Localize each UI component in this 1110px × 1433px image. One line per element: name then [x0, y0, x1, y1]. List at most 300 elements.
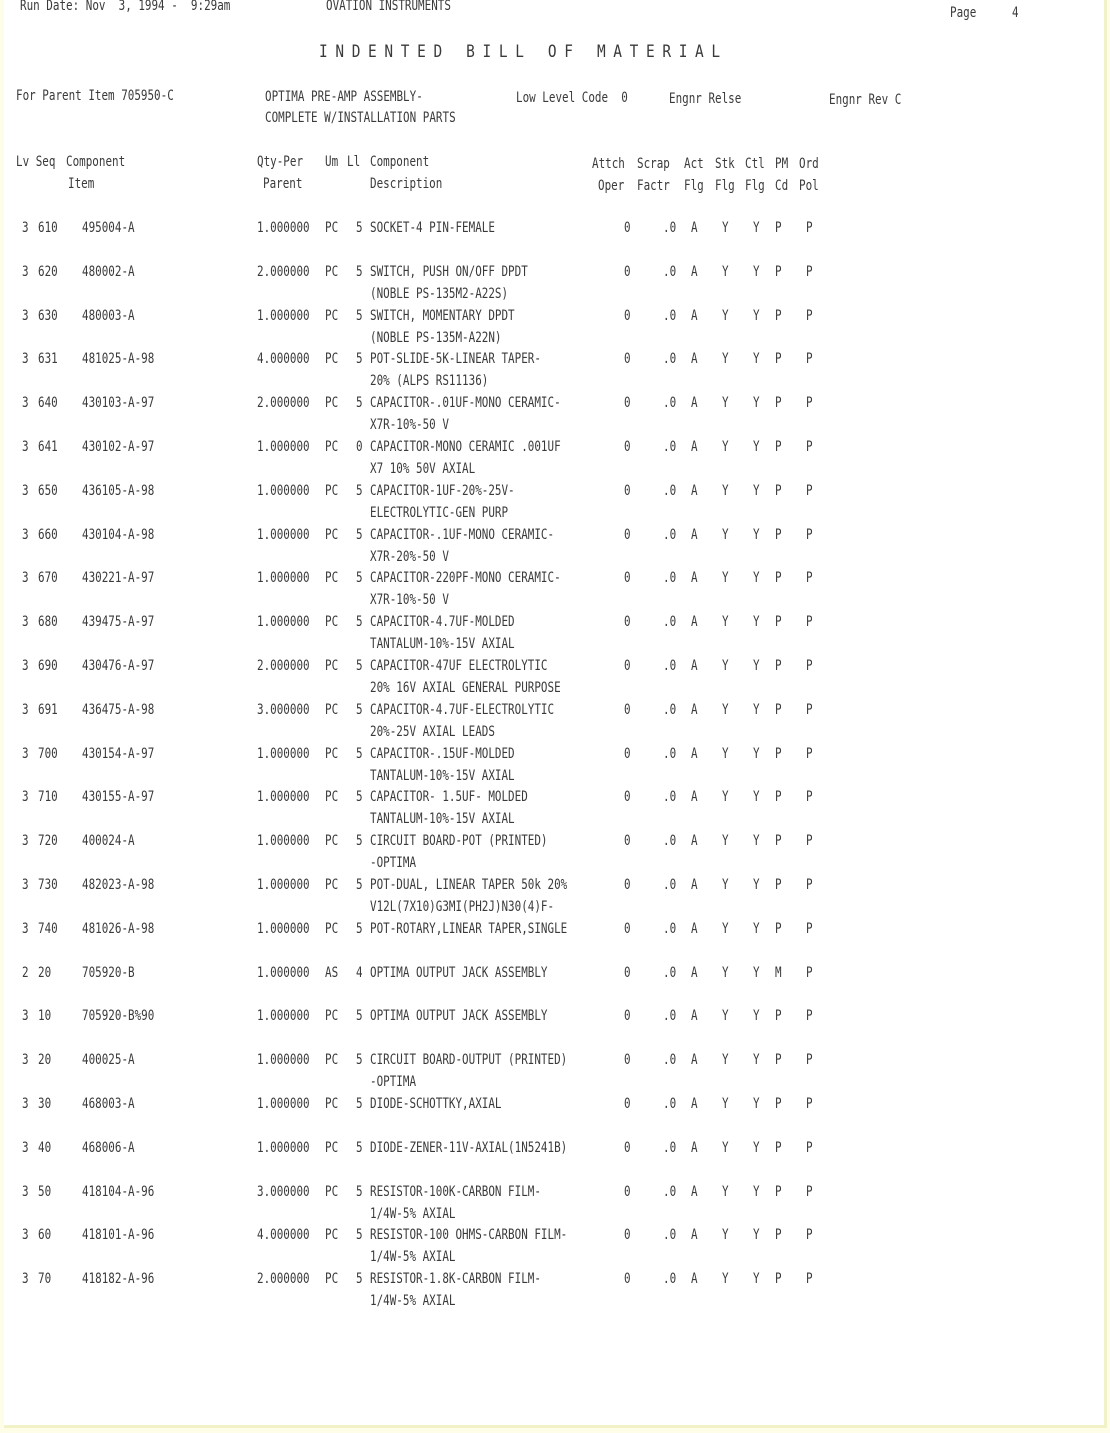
row-desc-line1: DIODE-ZENER-11V-AXIAL(1N5241B)	[370, 1140, 568, 1156]
row-pm: P	[775, 1008, 782, 1024]
run-date: Run Date: Nov 3, 1994 - 9:29am	[20, 0, 231, 14]
row-act: A	[691, 570, 698, 586]
row-qty: 1.000000	[257, 483, 310, 499]
row-ll: 5	[356, 1140, 363, 1156]
row-desc-line1: CAPACITOR-4.7UF-ELECTROLYTIC	[370, 702, 555, 718]
row-pm: P	[775, 483, 782, 499]
table-row	[4, 919, 1104, 963]
row-item: 430221-A-97	[82, 570, 155, 586]
row-stk: Y	[722, 921, 729, 937]
row-um: PC	[325, 1096, 339, 1112]
row-stk: Y	[722, 1008, 729, 1024]
row-stk: Y	[722, 220, 729, 236]
row-item: 430154-A-97	[82, 746, 155, 762]
row-item: 439475-A-97	[82, 614, 155, 630]
row-scrap: .0	[663, 789, 677, 805]
row-ctl: Y	[753, 220, 760, 236]
col-act-flg: Flg	[684, 178, 704, 194]
row-ll: 5	[356, 921, 363, 937]
row-act: A	[691, 527, 698, 543]
row-qty: 4.000000	[257, 351, 310, 367]
row-seq: 660	[38, 527, 58, 543]
row-item: 418104-A-96	[82, 1184, 155, 1200]
row-oper: 0	[624, 1184, 631, 1200]
row-ord: P	[806, 483, 813, 499]
row-desc-line2: 1/4W-5% AXIAL	[370, 1206, 456, 1222]
row-item: 705920-B%90	[82, 1008, 155, 1024]
row-scrap: .0	[663, 264, 677, 280]
row-lv: 3	[22, 921, 29, 937]
row-oper: 0	[624, 527, 631, 543]
row-desc-line1: OPTIMA OUTPUT JACK ASSEMBLY	[370, 965, 548, 981]
row-scrap: .0	[663, 395, 677, 411]
row-ord: P	[806, 789, 813, 805]
col-stk-flg: Flg	[715, 178, 735, 194]
row-seq: 720	[38, 833, 58, 849]
company-name: OVATION INSTRUMENTS	[326, 0, 451, 14]
row-um: PC	[325, 658, 339, 674]
row-oper: 0	[624, 965, 631, 981]
row-scrap: .0	[663, 220, 677, 236]
row-item: 400025-A	[82, 1052, 135, 1068]
row-oper: 0	[624, 702, 631, 718]
row-item: 418101-A-96	[82, 1227, 155, 1243]
row-um: PC	[325, 1008, 339, 1024]
row-qty: 2.000000	[257, 1271, 310, 1287]
row-ctl: Y	[753, 308, 760, 324]
row-oper: 0	[624, 220, 631, 236]
row-seq: 40	[38, 1140, 52, 1156]
row-item: 430103-A-97	[82, 395, 155, 411]
row-oper: 0	[624, 1052, 631, 1068]
col-attch: Attch	[592, 156, 625, 172]
row-ll: 4	[356, 965, 363, 981]
row-ctl: Y	[753, 1227, 760, 1243]
row-qty: 1.000000	[257, 439, 310, 455]
col-component-desc: Component	[370, 154, 430, 170]
row-ll: 5	[356, 570, 363, 586]
table-row	[4, 831, 1104, 875]
col-act: Act	[684, 156, 704, 172]
row-desc-line1: DIODE-SCHOTTKY,AXIAL	[370, 1096, 502, 1112]
col-component: Component	[66, 154, 126, 170]
row-desc-line2: X7R-10%-50 V	[370, 417, 449, 433]
row-desc-line1: CAPACITOR-MONO CERAMIC .001UF	[370, 439, 561, 455]
engnr-rev: Engnr Rev C	[829, 92, 902, 108]
row-desc-line2: X7R-10%-50 V	[370, 592, 449, 608]
row-lv: 3	[22, 1008, 29, 1024]
row-scrap: .0	[663, 527, 677, 543]
row-scrap: .0	[663, 439, 677, 455]
row-ord: P	[806, 658, 813, 674]
row-um: PC	[325, 308, 339, 324]
row-act: A	[691, 351, 698, 367]
row-seq: 10	[38, 1008, 52, 1024]
row-scrap: .0	[663, 614, 677, 630]
row-oper: 0	[624, 1008, 631, 1024]
col-ord: Ord	[799, 156, 819, 172]
row-ctl: Y	[753, 1271, 760, 1287]
row-item: 436475-A-98	[82, 702, 155, 718]
parent-description-line2: COMPLETE W/INSTALLATION PARTS	[265, 110, 456, 126]
row-seq: 670	[38, 570, 58, 586]
row-desc-line1: CIRCUIT BOARD-OUTPUT (PRINTED)	[370, 1052, 568, 1068]
row-ord: P	[806, 833, 813, 849]
row-scrap: .0	[663, 1052, 677, 1068]
row-qty: 3.000000	[257, 1184, 310, 1200]
row-um: PC	[325, 1227, 339, 1243]
row-qty: 1.000000	[257, 1008, 310, 1024]
table-row	[4, 349, 1104, 393]
row-seq: 631	[38, 351, 58, 367]
row-um: PC	[325, 1140, 339, 1156]
row-ll: 5	[356, 483, 363, 499]
row-scrap: .0	[663, 1271, 677, 1287]
row-um: PC	[325, 877, 339, 893]
row-lv: 3	[22, 614, 29, 630]
row-ll: 0	[356, 439, 363, 455]
row-oper: 0	[624, 746, 631, 762]
row-scrap: .0	[663, 1140, 677, 1156]
row-ll: 5	[356, 527, 363, 543]
row-ord: P	[806, 921, 813, 937]
table-row	[4, 1006, 1104, 1050]
row-ll: 5	[356, 1052, 363, 1068]
row-stk: Y	[722, 877, 729, 893]
row-lv: 3	[22, 527, 29, 543]
row-qty: 1.000000	[257, 220, 310, 236]
row-oper: 0	[624, 1271, 631, 1287]
row-pm: P	[775, 702, 782, 718]
row-act: A	[691, 877, 698, 893]
row-act: A	[691, 1008, 698, 1024]
row-lv: 3	[22, 395, 29, 411]
row-lv: 3	[22, 570, 29, 586]
row-qty: 2.000000	[257, 658, 310, 674]
table-row	[4, 1225, 1104, 1269]
row-ll: 5	[356, 220, 363, 236]
row-um: PC	[325, 351, 339, 367]
row-desc-line1: SWITCH, MOMENTARY DPDT	[370, 308, 515, 324]
col-ctl-flg: Flg	[745, 178, 765, 194]
row-ord: P	[806, 702, 813, 718]
row-stk: Y	[722, 439, 729, 455]
row-scrap: .0	[663, 351, 677, 367]
row-pm: P	[775, 833, 782, 849]
row-item: 430155-A-97	[82, 789, 155, 805]
row-oper: 0	[624, 614, 631, 630]
row-stk: Y	[722, 614, 729, 630]
col-item: Item	[68, 176, 95, 192]
row-pm: P	[775, 1227, 782, 1243]
row-stk: Y	[722, 483, 729, 499]
row-item: 480002-A	[82, 264, 135, 280]
row-ctl: Y	[753, 921, 760, 937]
row-lv: 3	[22, 833, 29, 849]
row-seq: 610	[38, 220, 58, 236]
row-ord: P	[806, 395, 813, 411]
row-pm: P	[775, 1184, 782, 1200]
row-item: 480003-A	[82, 308, 135, 324]
row-scrap: .0	[663, 1096, 677, 1112]
parent-item-label: For Parent Item 705950-C	[16, 88, 174, 104]
row-scrap: .0	[663, 1227, 677, 1243]
row-act: A	[691, 658, 698, 674]
row-ll: 5	[356, 833, 363, 849]
row-seq: 630	[38, 308, 58, 324]
row-lv: 3	[22, 483, 29, 499]
report-title: INDENTED BILL OF MATERIAL	[319, 42, 728, 62]
row-qty: 1.000000	[257, 308, 310, 324]
row-stk: Y	[722, 570, 729, 586]
row-oper: 0	[624, 877, 631, 893]
row-qty: 2.000000	[257, 395, 310, 411]
row-act: A	[691, 1096, 698, 1112]
row-qty: 1.000000	[257, 614, 310, 630]
row-act: A	[691, 614, 698, 630]
row-item: 705920-B	[82, 965, 135, 981]
row-pm: P	[775, 1052, 782, 1068]
row-scrap: .0	[663, 965, 677, 981]
row-ll: 5	[356, 1096, 363, 1112]
row-item: 400024-A	[82, 833, 135, 849]
col-cd: Cd	[775, 178, 789, 194]
table-row	[4, 262, 1104, 306]
row-seq: 740	[38, 921, 58, 937]
row-stk: Y	[722, 1271, 729, 1287]
row-ctl: Y	[753, 1184, 760, 1200]
row-ctl: Y	[753, 351, 760, 367]
row-lv: 3	[22, 702, 29, 718]
table-row	[4, 1182, 1104, 1226]
row-act: A	[691, 702, 698, 718]
row-um: PC	[325, 1271, 339, 1287]
row-ctl: Y	[753, 1008, 760, 1024]
row-desc-line1: RESISTOR-100 OHMS-CARBON FILM-	[370, 1227, 568, 1243]
row-pm: P	[775, 1140, 782, 1156]
row-seq: 650	[38, 483, 58, 499]
row-seq: 680	[38, 614, 58, 630]
row-ord: P	[806, 1096, 813, 1112]
row-stk: Y	[722, 527, 729, 543]
row-pm: P	[775, 439, 782, 455]
row-pm: P	[775, 264, 782, 280]
row-act: A	[691, 1271, 698, 1287]
row-ll: 5	[356, 702, 363, 718]
row-lv: 2	[22, 965, 29, 981]
row-scrap: .0	[663, 833, 677, 849]
row-act: A	[691, 439, 698, 455]
row-stk: Y	[722, 833, 729, 849]
row-desc-line2: 1/4W-5% AXIAL	[370, 1293, 456, 1309]
row-qty: 1.000000	[257, 1096, 310, 1112]
row-act: A	[691, 1140, 698, 1156]
row-qty: 2.000000	[257, 264, 310, 280]
row-ord: P	[806, 570, 813, 586]
row-desc-line2: X7 10% 50V AXIAL	[370, 461, 476, 477]
row-scrap: .0	[663, 570, 677, 586]
table-row	[4, 612, 1104, 656]
row-qty: 1.000000	[257, 527, 310, 543]
row-ll: 5	[356, 351, 363, 367]
row-desc-line2: TANTALUM-10%-15V AXIAL	[370, 768, 515, 784]
row-pm: P	[775, 789, 782, 805]
col-um: Um	[325, 154, 339, 170]
row-ord: P	[806, 439, 813, 455]
row-lv: 3	[22, 1096, 29, 1112]
row-ctl: Y	[753, 833, 760, 849]
row-ord: P	[806, 746, 813, 762]
col-oper: Oper	[598, 178, 625, 194]
row-qty: 1.000000	[257, 1052, 310, 1068]
row-oper: 0	[624, 264, 631, 280]
row-pm: P	[775, 308, 782, 324]
report-page	[4, 0, 1107, 1428]
col-ctl: Ctl	[745, 156, 765, 172]
row-ll: 5	[356, 658, 363, 674]
row-stk: Y	[722, 351, 729, 367]
row-stk: Y	[722, 1227, 729, 1243]
row-act: A	[691, 746, 698, 762]
col-description: Description	[370, 176, 443, 192]
row-oper: 0	[624, 351, 631, 367]
row-item: 481025-A-98	[82, 351, 155, 367]
table-row	[4, 218, 1104, 262]
row-um: PC	[325, 570, 339, 586]
row-lv: 3	[22, 877, 29, 893]
table-row	[4, 1269, 1104, 1313]
engnr-relse: Engnr Relse	[669, 91, 742, 107]
table-row	[4, 481, 1104, 525]
row-qty: 4.000000	[257, 1227, 310, 1243]
row-pm: P	[775, 1271, 782, 1287]
row-qty: 1.000000	[257, 921, 310, 937]
row-ctl: Y	[753, 570, 760, 586]
row-item: 430104-A-98	[82, 527, 155, 543]
table-row	[4, 700, 1104, 744]
row-ord: P	[806, 1184, 813, 1200]
row-desc-line1: CAPACITOR-.15UF-MOLDED	[370, 746, 515, 762]
row-qty: 1.000000	[257, 877, 310, 893]
row-act: A	[691, 220, 698, 236]
row-act: A	[691, 1227, 698, 1243]
row-desc-line2: -OPTIMA	[370, 855, 417, 871]
row-oper: 0	[624, 308, 631, 324]
row-oper: 0	[624, 439, 631, 455]
row-scrap: .0	[663, 921, 677, 937]
row-ord: P	[806, 965, 813, 981]
row-ord: P	[806, 308, 813, 324]
row-act: A	[691, 789, 698, 805]
row-item: 430102-A-97	[82, 439, 155, 455]
row-scrap: .0	[663, 1008, 677, 1024]
row-seq: 70	[38, 1271, 52, 1287]
row-oper: 0	[624, 1227, 631, 1243]
row-pm: P	[775, 877, 782, 893]
row-stk: Y	[722, 1096, 729, 1112]
row-ll: 5	[356, 614, 363, 630]
row-ctl: Y	[753, 395, 760, 411]
row-stk: Y	[722, 308, 729, 324]
table-row	[4, 963, 1104, 1007]
row-qty: 1.000000	[257, 789, 310, 805]
row-ord: P	[806, 1052, 813, 1068]
row-desc-line1: CAPACITOR-47UF ELECTROLYTIC	[370, 658, 548, 674]
row-pm: P	[775, 220, 782, 236]
col-ll: Ll	[347, 154, 361, 170]
row-ctl: Y	[753, 877, 760, 893]
row-ll: 5	[356, 395, 363, 411]
row-scrap: .0	[663, 877, 677, 893]
row-stk: Y	[722, 1184, 729, 1200]
row-item: 495004-A	[82, 220, 135, 236]
row-ord: P	[806, 220, 813, 236]
row-qty: 1.000000	[257, 833, 310, 849]
row-pm: P	[775, 570, 782, 586]
row-desc-line1: CIRCUIT BOARD-POT (PRINTED)	[370, 833, 548, 849]
row-seq: 691	[38, 702, 58, 718]
row-lv: 3	[22, 1227, 29, 1243]
row-stk: Y	[722, 658, 729, 674]
row-ord: P	[806, 1008, 813, 1024]
row-pm: P	[775, 527, 782, 543]
low-level-code: Low Level Code 0	[516, 90, 628, 106]
col-pm: PM	[775, 156, 789, 172]
row-item: 418182-A-96	[82, 1271, 155, 1287]
row-seq: 60	[38, 1227, 52, 1243]
row-act: A	[691, 264, 698, 280]
row-desc-line2: TANTALUM-10%-15V AXIAL	[370, 636, 515, 652]
row-scrap: .0	[663, 658, 677, 674]
row-um: PC	[325, 1052, 339, 1068]
row-desc-line2: V12L(7X10)G3MI(PH2J)N30(4)F-	[370, 899, 555, 915]
row-item: 436105-A-98	[82, 483, 155, 499]
row-ord: P	[806, 351, 813, 367]
row-um: PC	[325, 921, 339, 937]
row-item: 430476-A-97	[82, 658, 155, 674]
table-row	[4, 787, 1104, 831]
row-ord: P	[806, 877, 813, 893]
row-lv: 3	[22, 658, 29, 674]
row-act: A	[691, 833, 698, 849]
row-oper: 0	[624, 833, 631, 849]
row-pm: P	[775, 395, 782, 411]
row-ord: P	[806, 614, 813, 630]
row-oper: 0	[624, 789, 631, 805]
table-row	[4, 1050, 1104, 1094]
row-stk: Y	[722, 395, 729, 411]
row-um: PC	[325, 527, 339, 543]
row-desc-line1: CAPACITOR-.01UF-MONO CERAMIC-	[370, 395, 561, 411]
row-um: PC	[325, 395, 339, 411]
row-scrap: .0	[663, 308, 677, 324]
row-desc-line2: TANTALUM-10%-15V AXIAL	[370, 811, 515, 827]
row-pm: P	[775, 658, 782, 674]
table-row	[4, 568, 1104, 612]
row-desc-line2: X7R-20%-50 V	[370, 549, 449, 565]
row-act: A	[691, 1184, 698, 1200]
table-row	[4, 744, 1104, 788]
row-act: A	[691, 483, 698, 499]
row-act: A	[691, 965, 698, 981]
row-lv: 3	[22, 789, 29, 805]
row-qty: 1.000000	[257, 746, 310, 762]
row-um: PC	[325, 220, 339, 236]
row-desc-line2: 20% (ALPS RS11136)	[370, 373, 489, 389]
row-ctl: Y	[753, 439, 760, 455]
row-lv: 3	[22, 264, 29, 280]
row-pm: P	[775, 351, 782, 367]
